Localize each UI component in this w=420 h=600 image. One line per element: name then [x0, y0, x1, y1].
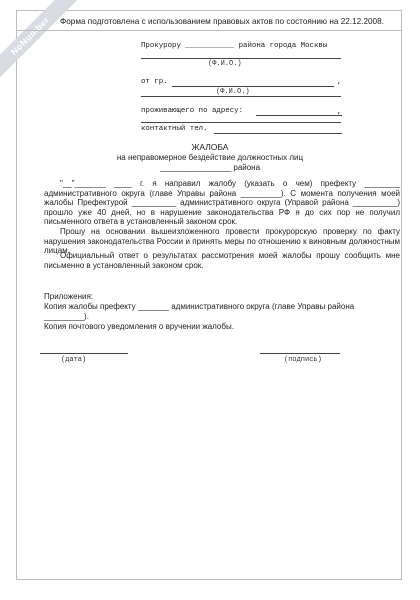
signature-line	[260, 353, 340, 354]
complaint-subtitle: на неправомерное бездействие должностных лиц	[116, 153, 304, 162]
phone-line	[214, 133, 342, 134]
residing-label: проживающего по адресу:	[141, 107, 244, 115]
address-line-2	[141, 122, 341, 123]
fio-caption-1: (Ф.И.О.)	[208, 60, 242, 68]
notice-divider	[16, 30, 402, 31]
legal-notice: Форма подготовлена с использованием правовых актов по состоянию на 22.12.2008.	[60, 17, 384, 26]
attachments-heading: Приложения:	[44, 292, 94, 301]
addressee-prosecutor: Прокурору ___________ района города Москвы	[141, 42, 328, 50]
from-line	[172, 86, 334, 87]
fio-line-2	[141, 96, 341, 97]
date-line	[40, 353, 128, 354]
watermark-ribbon: NoNumber	[0, 0, 78, 84]
from-label: от гр.	[141, 78, 168, 86]
complaint-title: ЖАЛОБА	[191, 142, 229, 152]
page-top-border	[16, 10, 402, 11]
from-comma: ,	[337, 78, 342, 86]
attachment-item-1-cont: _________).	[44, 312, 89, 321]
attachment-item-2: Копия почтового уведомления о вручении жалобы.	[44, 322, 234, 331]
body-paragraph-3: Официальный ответ о результатах рассмотрения моей жалобы прошу сообщить мне письменно в установленный законом срок.	[44, 251, 400, 270]
phone-label: контактный тел.	[141, 125, 208, 133]
fio-caption-2: (Ф.И.О.)	[216, 88, 250, 96]
body-paragraph-2: Прошу на основании вышеизложенного провести прокурорскую проверку по факту нарушения законодательства России и принять меры по отношению к виновным должностным лицам.	[44, 227, 400, 256]
addressee-line	[141, 58, 341, 59]
address-comma: ,	[337, 108, 342, 116]
address-line-1	[256, 115, 342, 116]
body-paragraph-1: "__"_______ ____ г. я направил жалобу (указать о чем) префекту ________ административного округа (главе Управы района _________). С момента получения моей жалобы Префектурой __________ административного округа (Управой района __________) прошло уже 40 дней, но в нарушение законодательства РФ я до сих пор не получил письменного ответа в установленный законом срок.	[44, 179, 400, 227]
date-caption: (дата)	[61, 356, 87, 364]
attachment-item-1: Копия жалобы префекту _______ административного округа (главе Управы района	[44, 302, 355, 311]
complaint-district: ________________ района	[159, 163, 261, 172]
signature-caption: (подпись)	[284, 356, 322, 364]
